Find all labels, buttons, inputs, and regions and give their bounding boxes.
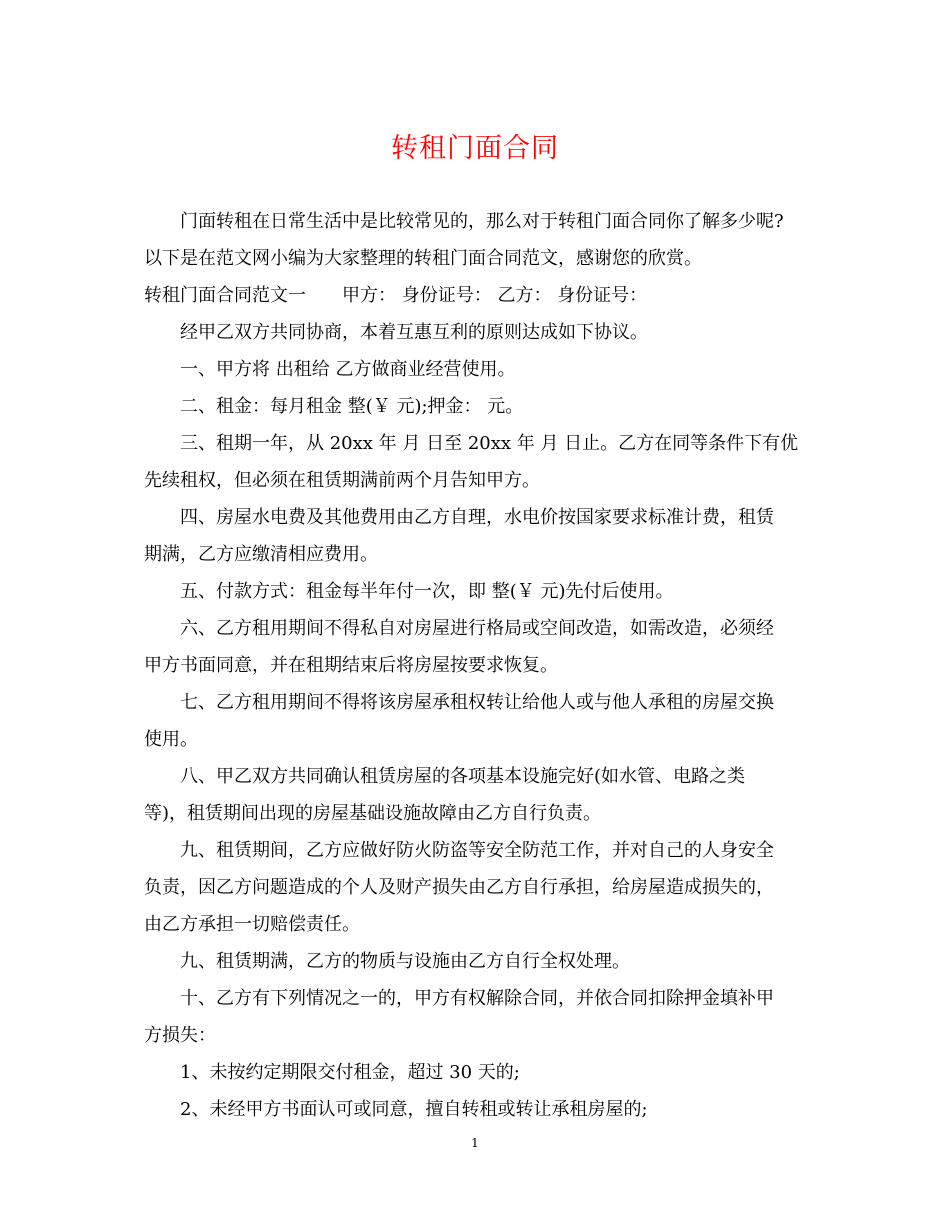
sub-item-1: 1、未按约定期限交付租金，超过 30 天的;	[180, 1062, 520, 1083]
document-body	[144, 203, 809, 1128]
clause-4-line-2: 期满，乙方应缴清相应费用。	[144, 544, 378, 565]
contract-heading-line: 转租门面合同范文一 甲方： 身份证号： 乙方： 身份证号：	[144, 285, 648, 306]
clause-10-line-2: 方损失：	[144, 1025, 216, 1046]
agreement-line: 经甲乙双方共同协商，本着互惠互利的原则达成如下协议。	[180, 322, 648, 343]
page-number: 1	[471, 1136, 479, 1150]
clause-4-line-1: 四、房屋水电费及其他费用由乙方自理，水电价按国家要求标准计费，租赁	[180, 507, 774, 528]
clause-9-line-1: 九、租赁期间，乙方应做好防火防盗等安全防范工作，并对自己的人身安全	[180, 840, 774, 861]
clause-5: 五、付款方式：租金每半年付一次，即 整(￥ 元)先付后使用。	[180, 581, 674, 602]
clause-6-line-2: 甲方书面同意，并在租期结束后将房屋按要求恢复。	[144, 655, 558, 676]
clause-8-line-1: 八、甲乙双方共同确认租赁房屋的各项基本设施完好(如水管、电路之类	[180, 766, 746, 787]
clause-9-line-3: 由乙方承担一切赔偿责任。	[144, 914, 360, 935]
clause-2: 二、租金：每月租金 整(￥ 元);押金： 元。	[180, 396, 524, 417]
clause-7-line-1: 七、乙方租用期间不得将该房屋承租权转让给他人或与他人承租的房屋交换	[180, 692, 774, 713]
clause-6-line-1: 六、乙方租用期间不得私自对房屋进行格局或空间改造，如需改造，必须经	[180, 618, 774, 639]
sub-item-2: 2、未经甲方书面认可或同意，擅自转租或转让承租房屋的;	[180, 1099, 648, 1120]
clause-7-line-2: 使用。	[144, 729, 198, 750]
document-title: 转租门面合同	[391, 133, 559, 164]
intro-line-1: 门面转租在日常生活中是比较常见的，那么对于转租门面合同你了解多少呢?	[180, 211, 784, 232]
clause-3-line-2: 先续租权，但必须在租赁期满前两个月告知甲方。	[144, 470, 540, 491]
clause-8-line-2: 等)，租赁期间出现的房屋基础设施故障由乙方自行负责。	[144, 803, 602, 824]
clause-3-line-1: 三、租期一年，从 20xx 年 月 日至 20xx 年 月 日止。乙方在同等条件下有优	[180, 433, 799, 454]
clause-9-line-2: 负责，因乙方问题造成的个人及财产损失由乙方自行承担，给房屋造成损失的，	[144, 877, 774, 898]
intro-line-2: 以下是在范文网小编为大家整理的转租门面合同范文，感谢您的欣赏。	[144, 248, 702, 269]
clause-1: 一、甲方将 出租给 乙方做商业经营使用。	[180, 359, 516, 380]
clause-9b: 九、租赁期满，乙方的物质与设施由乙方自行全权处理。	[180, 951, 630, 972]
clause-10-line-1: 十、乙方有下列情况之一的，甲方有权解除合同，并依合同扣除押金填补甲	[180, 988, 774, 1009]
